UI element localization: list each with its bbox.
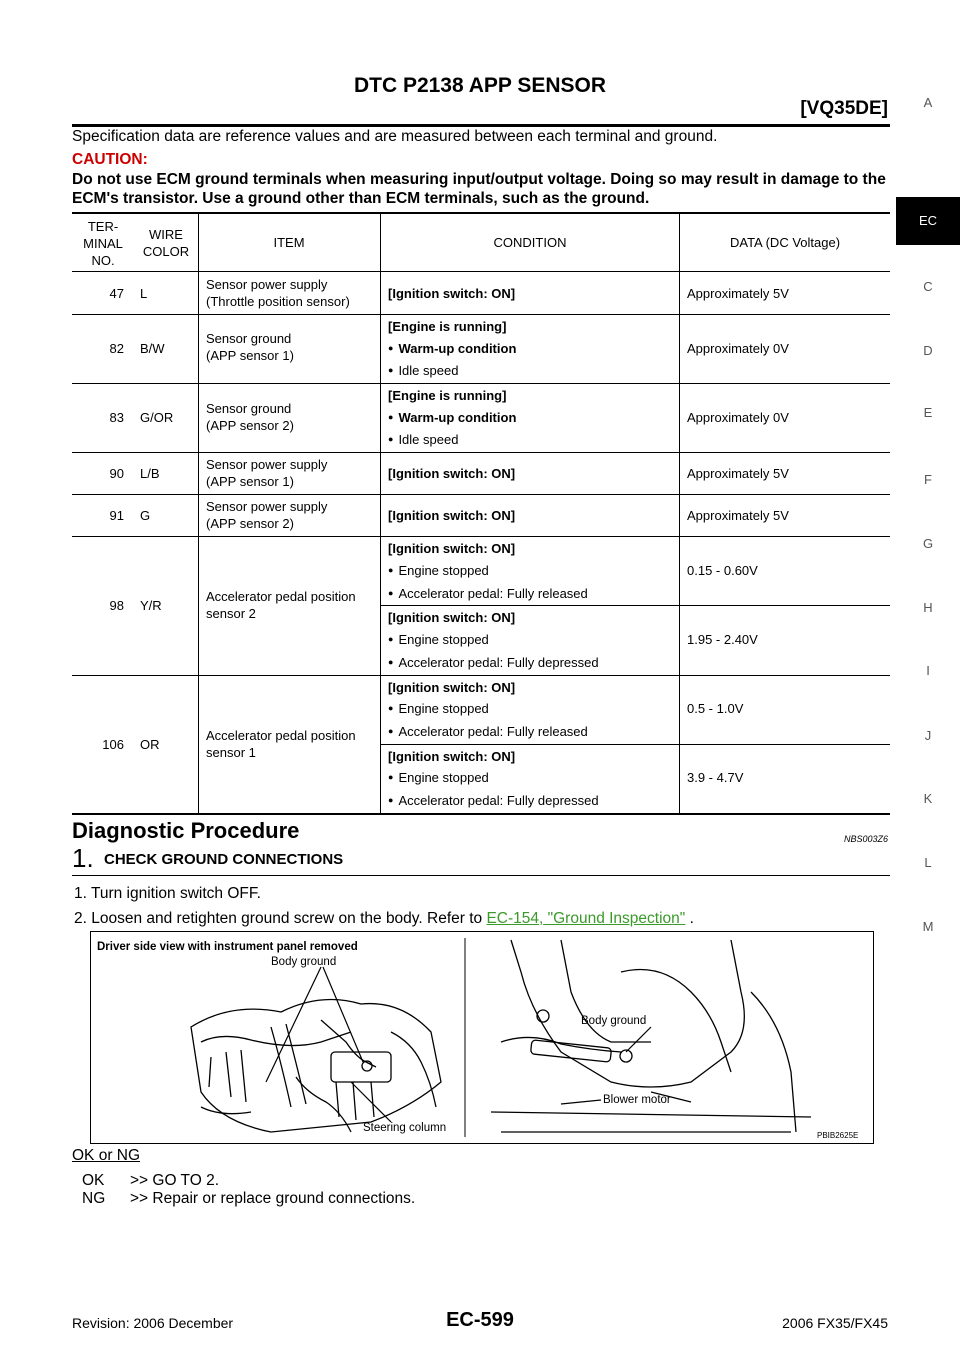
condition-bullet: ● Accelerator pedal: Fully depressed: [388, 792, 599, 811]
side-index-k[interactable]: K: [923, 791, 933, 806]
side-index-d[interactable]: D: [923, 343, 933, 358]
section-heading: Diagnostic Procedure: [72, 818, 300, 843]
side-index-f[interactable]: F: [924, 472, 932, 487]
condition-head: [Engine is running]: [388, 319, 507, 334]
side-index-a[interactable]: A: [923, 95, 933, 110]
data-value: Approximately 0V: [687, 341, 789, 356]
terminal-no: 83: [109, 410, 124, 425]
caution-text: Do not use ECM ground terminals when measuring input/output voltage. Doing so may result in damage to the ECM's transistor. Use a ground other than ECM terminals, such as the ground.: [72, 171, 886, 207]
ng-key: NG: [82, 1190, 106, 1207]
terminal-no: 90: [109, 466, 124, 481]
side-index-e[interactable]: E: [923, 405, 933, 420]
instruction-2: 2. Loosen and retighten ground screw on the body. Refer to EC-154, "Ground Inspection" .: [74, 910, 694, 927]
step-rule: [72, 875, 890, 876]
condition-head: [Engine is running]: [388, 388, 507, 403]
revision-date: Revision: 2006 December: [72, 1315, 234, 1331]
side-index-c[interactable]: C: [923, 279, 933, 294]
data-value: 1.95 - 2.40V: [687, 632, 758, 647]
blower-motor-label: Blower motor: [603, 1094, 671, 1106]
wire-color: B/W: [140, 341, 165, 356]
condition-bullet: ● Accelerator pedal: Fully depressed: [388, 654, 599, 673]
side-index-i[interactable]: I: [926, 663, 930, 678]
condition-head: [Ignition switch: ON]: [388, 541, 516, 556]
side-index-h[interactable]: H: [923, 600, 933, 615]
condition-head: [Ignition switch: ON]: [388, 466, 516, 481]
wire-color: L: [140, 286, 148, 301]
page-title: DTC P2138 APP SENSOR: [353, 74, 607, 97]
step-number: 1.: [72, 843, 94, 873]
table-row-rule: [72, 494, 890, 495]
wire-color: G/OR: [140, 410, 174, 425]
table-header-rule: [72, 271, 890, 272]
condition-head: [Ignition switch: ON]: [388, 749, 516, 764]
condition-head: [Ignition switch: ON]: [388, 680, 516, 695]
wire-color: OR: [140, 737, 160, 752]
item: Sensor ground (APP sensor 1): [206, 331, 294, 363]
item: Sensor ground (APP sensor 2): [206, 401, 294, 433]
table-row-rule: [72, 452, 890, 453]
condition-bullet: ● Accelerator pedal: Fully released: [388, 585, 588, 604]
terminal-no: 82: [109, 341, 124, 356]
data-value: 0.15 - 0.60V: [687, 563, 758, 578]
side-index-g[interactable]: G: [922, 536, 934, 551]
wire-color: Y/R: [140, 598, 162, 613]
ground-inspection-link[interactable]: EC-154, "Ground Inspection": [486, 910, 686, 927]
instruction-1: 1. Turn ignition switch OFF.: [74, 885, 261, 902]
table-col-rule: [198, 212, 199, 813]
table-bottom-rule: [72, 813, 890, 815]
item: Sensor power supply (APP sensor 1): [206, 457, 328, 489]
th-condition: CONDITION: [493, 235, 567, 250]
table-row-rule: [72, 383, 890, 384]
ng-text: >> Repair or replace ground connections.: [130, 1190, 416, 1207]
condition-bullet: ● Engine stopped: [388, 769, 489, 788]
table-subrow-rule: [380, 605, 890, 606]
condition-bullet: ● Engine stopped: [388, 631, 489, 650]
spec-note: Specification data are reference values and are measured between each terminal and ground.: [72, 128, 718, 145]
caution-label: CAUTION:: [72, 151, 148, 168]
condition-bullet: ● Warm-up condition: [388, 340, 516, 359]
item: Accelerator pedal position sensor 2: [206, 589, 356, 621]
table-col-rule: [380, 212, 381, 813]
side-index-j[interactable]: J: [924, 728, 932, 743]
ok-or-ng-heading: OK or NG: [72, 1147, 141, 1164]
ground-connection-figure: [90, 931, 874, 1144]
terminal-no: 47: [109, 286, 124, 301]
table-subrow-rule: [380, 744, 890, 745]
data-value: Approximately 5V: [687, 286, 789, 301]
terminal-no: 91: [109, 508, 124, 523]
side-index-l[interactable]: L: [924, 855, 932, 870]
ok-key: OK: [82, 1172, 105, 1189]
table-row-rule: [72, 675, 890, 676]
data-value: Approximately 5V: [687, 508, 789, 523]
condition-head: [Ignition switch: ON]: [388, 508, 516, 523]
item: Sensor power supply (Throttle position sensor): [206, 277, 350, 309]
side-index-ec[interactable]: EC: [896, 197, 960, 245]
section-code: NBS003Z6: [843, 834, 888, 844]
vehicle-model: 2006 FX35/FX45: [782, 1315, 888, 1331]
item: Accelerator pedal position sensor 1: [206, 728, 356, 760]
item: Sensor power supply (APP sensor 2): [206, 499, 328, 531]
figure-caption: Driver side view with instrument panel removed: [97, 941, 358, 953]
engine-model: [VQ35DE]: [800, 98, 888, 119]
ok-text: >> GO TO 2.: [130, 1172, 220, 1189]
step-title: CHECK GROUND CONNECTIONS: [104, 851, 344, 868]
figure-illustration: [91, 932, 873, 1143]
wire-color: G: [140, 508, 151, 523]
terminal-no: 106: [102, 737, 124, 752]
th-data: DATA (DC Voltage): [729, 235, 841, 250]
condition-bullet: ● Idle speed: [388, 362, 458, 381]
data-value: Approximately 0V: [687, 410, 789, 425]
body-ground-label-left: Body ground: [271, 956, 337, 968]
terminal-no: 98: [109, 598, 124, 613]
condition-head: [Ignition switch: ON]: [388, 286, 516, 301]
condition-bullet: ● Warm-up condition: [388, 409, 516, 428]
wire-color: L/B: [140, 466, 160, 481]
table-row-rule: [72, 536, 890, 537]
data-value: 0.5 - 1.0V: [687, 701, 744, 716]
table-top-rule: [72, 212, 890, 214]
th-wire-color: WIRE COLOR: [142, 227, 190, 259]
steering-column-label: Steering column: [363, 1122, 447, 1134]
data-value: Approximately 5V: [687, 466, 789, 481]
condition-bullet: ● Engine stopped: [388, 700, 489, 719]
condition-bullet: ● Idle speed: [388, 431, 458, 450]
figure-code: PBIB2625E: [817, 1131, 859, 1140]
condition-head: [Ignition switch: ON]: [388, 610, 516, 625]
page-number: EC-599: [446, 1309, 514, 1331]
th-item: ITEM: [273, 235, 305, 250]
header-rule: [72, 124, 890, 127]
data-value: 3.9 - 4.7V: [687, 770, 744, 785]
condition-bullet: ● Engine stopped: [388, 562, 489, 581]
condition-bullet: ● Accelerator pedal: Fully released: [388, 723, 588, 742]
table-col-rule: [679, 212, 680, 813]
th-terminal: TER- MINAL NO.: [83, 219, 123, 268]
body-ground-label-right: Body ground: [581, 1015, 647, 1027]
side-index-m[interactable]: M: [922, 919, 934, 934]
table-row-rule: [72, 314, 890, 315]
